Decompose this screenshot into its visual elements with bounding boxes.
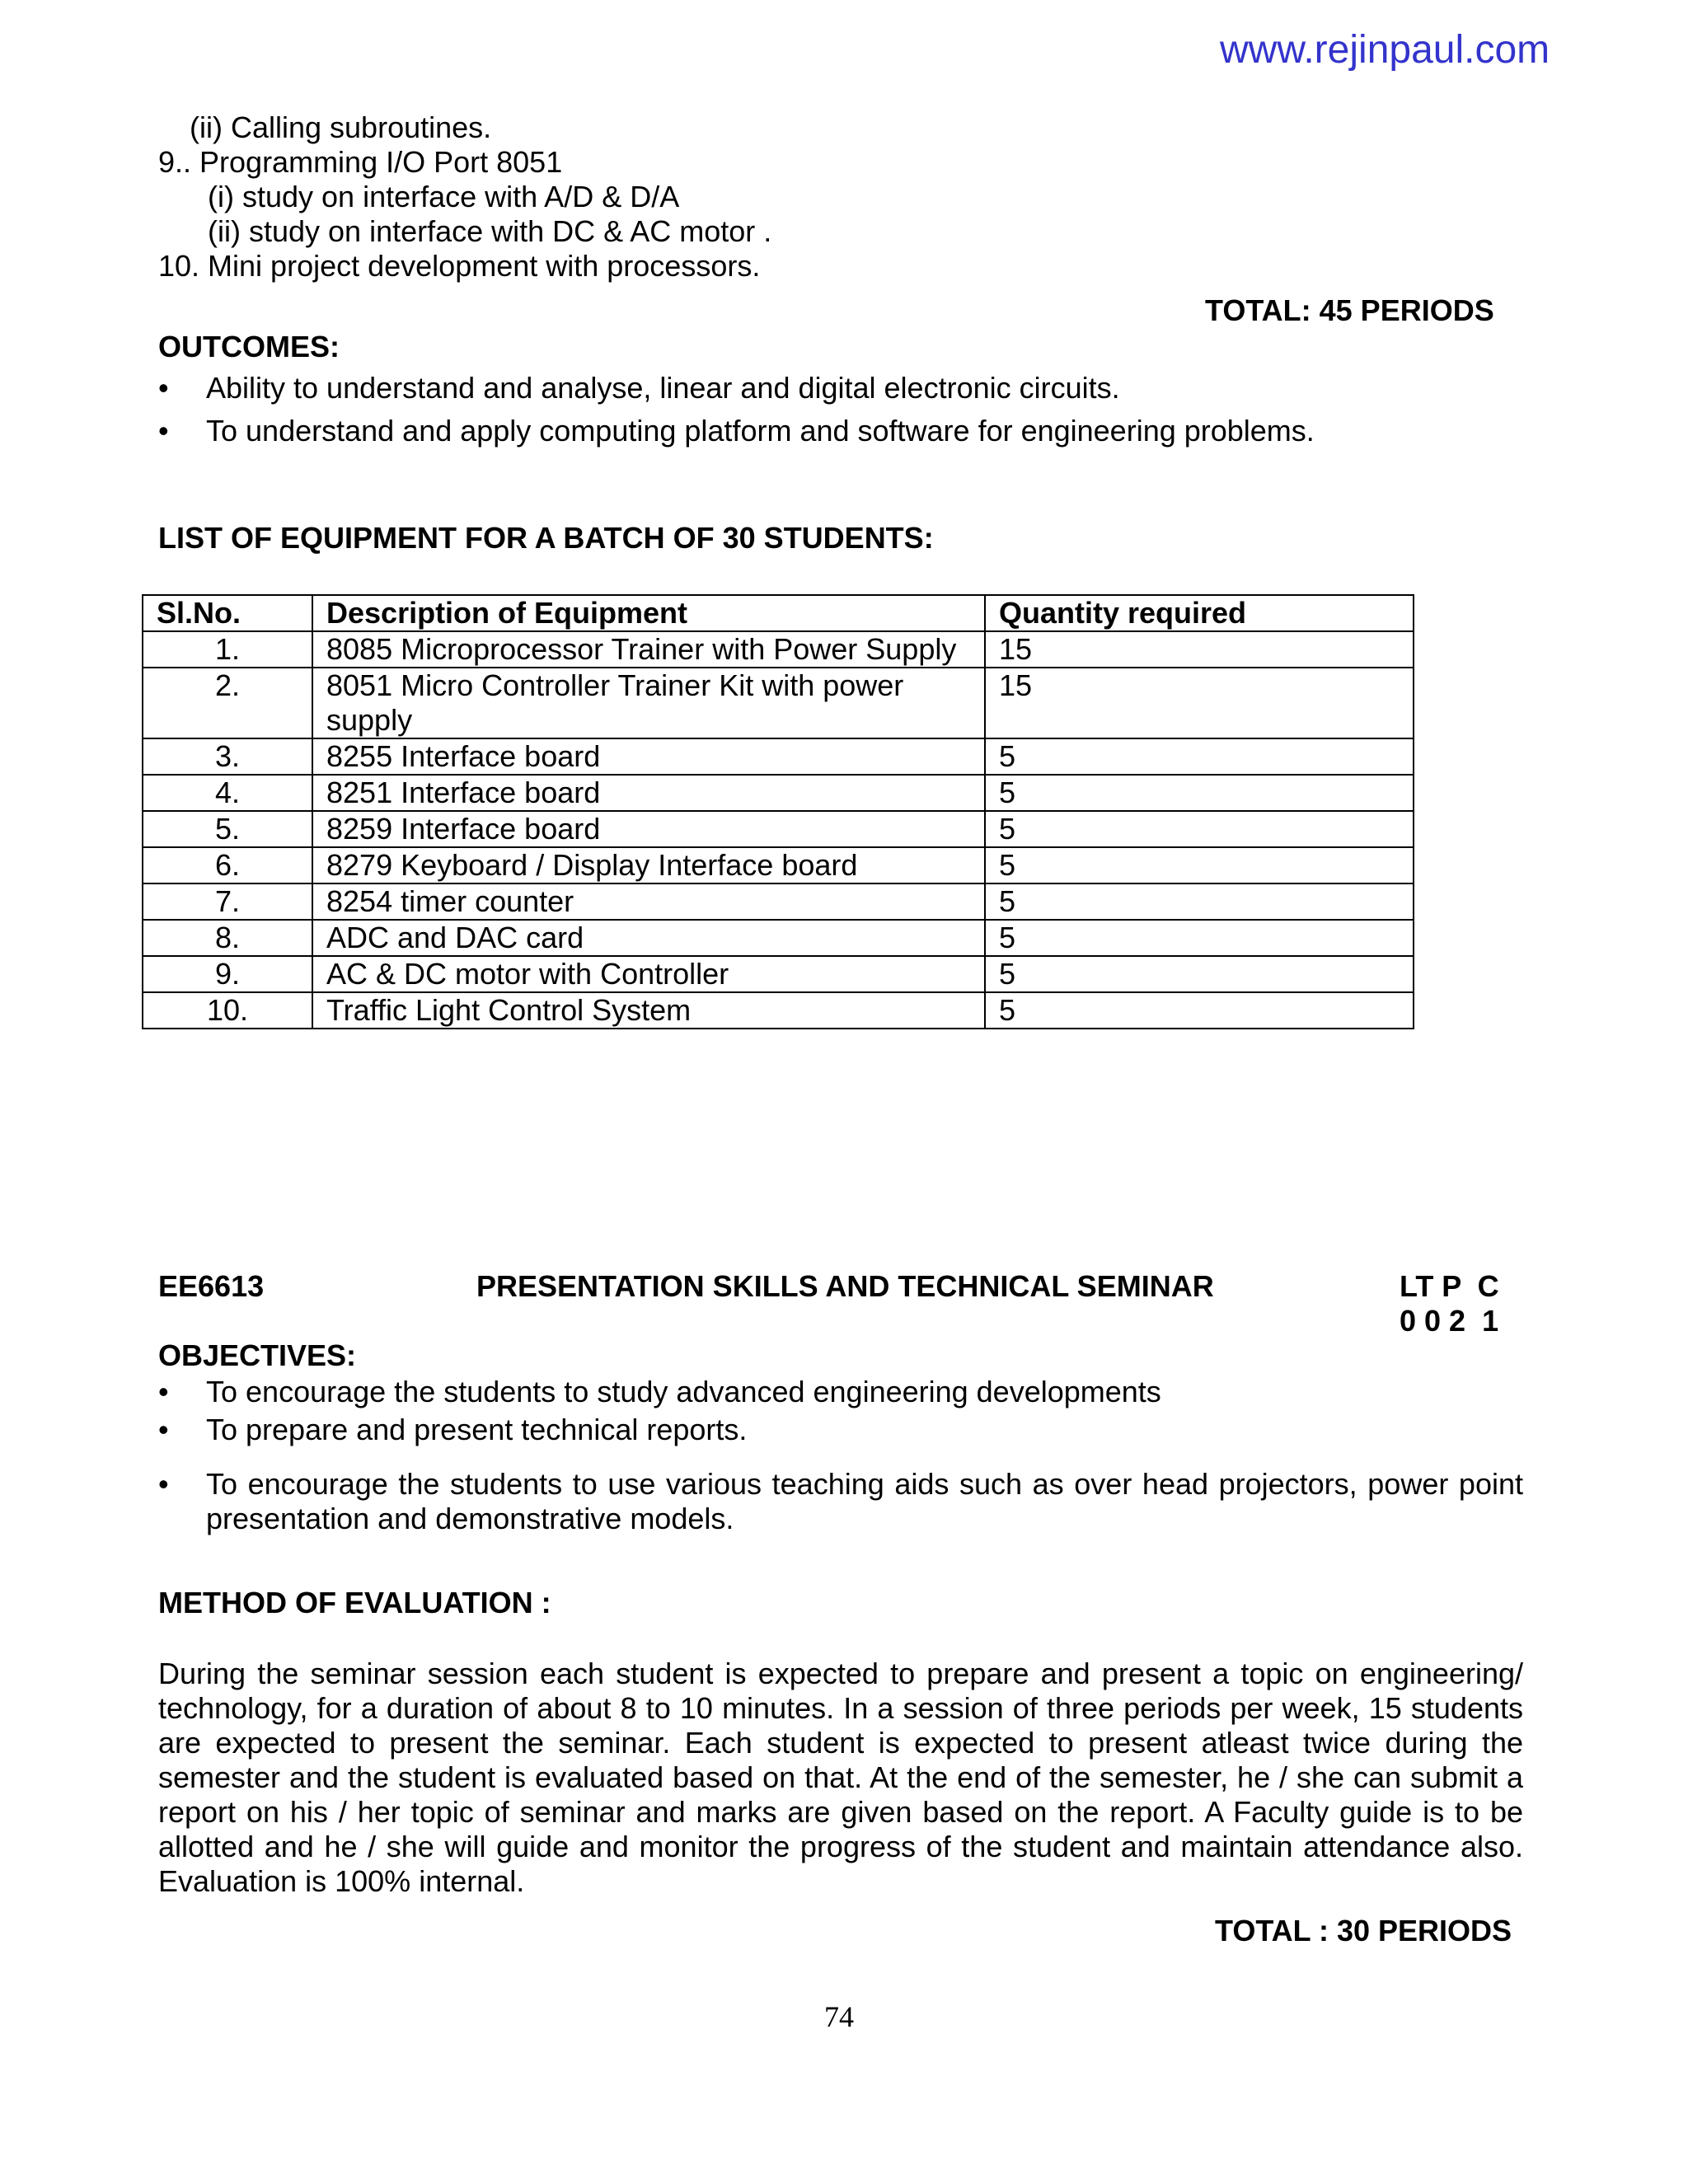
list-item: (ii) study on interface with DC & AC motor .: [208, 214, 772, 248]
bullet-icon: •: [158, 1375, 169, 1408]
cell-slno: 7.: [143, 883, 312, 920]
column-header: Description of Equipment: [312, 595, 985, 631]
bullet-icon: •: [158, 1413, 169, 1446]
table-row: [143, 992, 1414, 1029]
cell-quantity: 5: [985, 956, 1414, 992]
equipment-heading: LIST OF EQUIPMENT FOR A BATCH OF 30 STUDENTS:: [158, 521, 934, 555]
course-title: PRESENTATION SKILLS AND TECHNICAL SEMINAR: [476, 1269, 1214, 1303]
course-code: EE6613: [158, 1269, 265, 1303]
cell-quantity: 5: [985, 738, 1414, 775]
bullet-icon: •: [158, 1467, 169, 1501]
table-row: [143, 631, 1414, 668]
table-row: [143, 920, 1414, 956]
cell-slno: 8.: [143, 920, 312, 956]
cell-quantity: 15: [985, 631, 1414, 668]
evaluation-heading: METHOD OF EVALUATION :: [158, 1586, 551, 1619]
cell-description: 8279 Keyboard / Display Interface board: [312, 847, 985, 883]
cell-slno: 9.: [143, 956, 312, 992]
table-row: [143, 668, 1414, 738]
cell-description: AC & DC motor with Controller: [312, 956, 985, 992]
cell-quantity: 5: [985, 811, 1414, 847]
outcomes-heading: OUTCOMES:: [158, 330, 340, 363]
list-item: (i) study on interface with A/D & D/A: [208, 180, 680, 213]
cell-quantity: 5: [985, 775, 1414, 811]
table-row: [143, 883, 1414, 920]
table-row: [143, 847, 1414, 883]
objective-item: • To encourage the students to use various teaching aids such as over head projectors, power point presentation and demonstrative models.: [158, 1467, 1523, 1535]
cell-slno: 10.: [143, 992, 312, 1029]
cell-slno: 4.: [143, 775, 312, 811]
ltpc-label: LT P C: [1400, 1269, 1499, 1303]
total-periods-30: TOTAL : 30 PERIODS: [1215, 1914, 1512, 1947]
table-row: [143, 775, 1414, 811]
page-number: 74: [824, 2000, 854, 2033]
evaluation-paragraph: During the seminar session each student is expected to prepare and present a topic on engineering/ technology, for a duration of about 8 to 10 minutes. In a session of three periods per week, 15 students are expected to present the seminar. Each student is expected to present atleast twice during the semester and the student is evaluated based on that. At the end of the semester, he / she can submit a report on his / her topic of seminar and marks are given based on the report. A Faculty guide is to be allotted and he / she will guide and monitor the progress of the student and maintain attendance also. Evaluation is 100% internal.: [158, 1657, 1523, 1898]
column-header: Sl.No.: [143, 595, 312, 631]
cell-slno: 6.: [143, 847, 312, 883]
cell-quantity: 5: [985, 847, 1414, 883]
equipment-table: [142, 594, 1414, 1029]
table-row: [143, 811, 1414, 847]
list-item: (ii) Calling subroutines.: [190, 110, 492, 144]
column-header: Quantity required: [985, 595, 1414, 631]
cell-slno: 1.: [143, 631, 312, 668]
objectives-heading: OBJECTIVES:: [158, 1338, 357, 1372]
cell-description: 8254 timer counter: [312, 883, 985, 920]
bullet-icon: •: [158, 414, 169, 448]
cell-description: 8251 Interface board: [312, 775, 985, 811]
cell-quantity: 5: [985, 883, 1414, 920]
cell-description: 8255 Interface board: [312, 738, 985, 775]
cell-quantity: 15: [985, 668, 1414, 738]
cell-quantity: 5: [985, 992, 1414, 1029]
site-link[interactable]: www.rejinpaul.com: [1220, 28, 1550, 72]
cell-slno: 3.: [143, 738, 312, 775]
cell-description: 8259 Interface board: [312, 811, 985, 847]
cell-quantity: 5: [985, 920, 1414, 956]
cell-description: 8051 Micro Controller Trainer Kit with power supply: [312, 668, 985, 738]
cell-description: ADC and DAC card: [312, 920, 985, 956]
cell-description: Traffic Light Control System: [312, 992, 985, 1029]
list-item: 10. Mini project development with processors.: [158, 249, 761, 283]
cell-description: 8085 Microprocessor Trainer with Power Supply: [312, 631, 985, 668]
cell-slno: 5.: [143, 811, 312, 847]
bullet-icon: •: [158, 371, 169, 405]
list-item: 9.. Programming I/O Port 8051: [158, 145, 563, 179]
table-row: [143, 956, 1414, 992]
total-periods-45: TOTAL: 45 PERIODS: [1205, 293, 1494, 327]
cell-slno: 2.: [143, 668, 312, 738]
table-row: [143, 738, 1414, 775]
ltpc-values: 0 0 2 1: [1400, 1304, 1499, 1338]
table-header-row: [143, 595, 1414, 631]
